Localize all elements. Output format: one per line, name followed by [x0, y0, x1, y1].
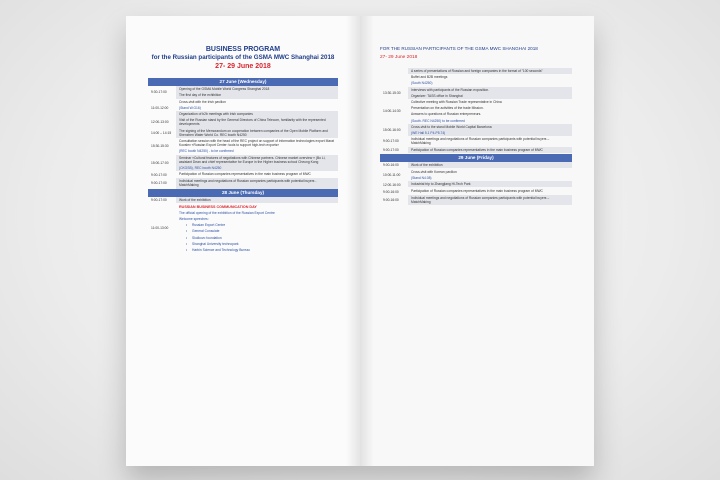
row-line: Cross-visit with the Irish pavilion: [179, 99, 226, 104]
row-line: RUSSIAN BUSINESS COMMUNICATION DAY: [179, 204, 257, 209]
speaker-item: • Russian Export Centre: [176, 222, 338, 228]
left-page: [126, 16, 360, 466]
row-line: (WE Hall 5.1 P4-P5.74): [408, 130, 572, 136]
program-dates: 27- 29 June 2018: [215, 63, 271, 71]
row-details: [176, 138, 338, 155]
day-band-27-june: 27 June (Wednesday): [148, 78, 338, 86]
schedule-row: [380, 136, 572, 146]
row-details: [408, 68, 572, 87]
row-time: 9:00-17:00: [151, 198, 167, 203]
row-time: 15:00-16:00: [383, 128, 401, 133]
row-time: 9:00-17:00: [151, 172, 167, 177]
row-time: 11:00-12:00: [151, 105, 169, 110]
row-details: [176, 128, 338, 138]
schedule-row: [380, 147, 572, 154]
schedule-row: [380, 99, 572, 124]
row-line: Participation of Russian companies representatives in the main business program of MWC: [408, 147, 572, 153]
row-details: [176, 86, 338, 98]
row-line: Seminar «Cultural features of negotiations with Chinese partners. Chinese market overview » (Bo Li, assistant Dean and chief representative for Europe in the Higher business school Cheung Kong: [176, 155, 338, 165]
row-details: [176, 99, 338, 118]
row-time: 12:00-16:00: [383, 182, 401, 187]
row-details: [408, 169, 572, 181]
row-time: 15:30-15:30: [151, 144, 169, 149]
row-line: (South N4250): [411, 81, 433, 86]
running-dates: 27- 29 June 2018: [380, 55, 418, 60]
row-line: Interviews with participants of the Russian exposition.: [408, 87, 572, 93]
row-details: [408, 99, 572, 124]
row-line: Presentation on the activities of the trade Mission.: [411, 106, 484, 111]
row-time: 9:00-16:00: [383, 198, 399, 203]
speaker-item: • Shanghai University technopark: [176, 241, 338, 247]
row-details: [408, 181, 572, 188]
row-line: A series of presentations of Russian and foreign companies in the format of "100 seconds": [408, 68, 572, 74]
row-line: Participation of Russian companies representatives in the main business program of MWC: [411, 189, 543, 194]
row-line: Individual meetings and negotiations of Russian companies participants with potential buyers – MatchMaking: [408, 195, 572, 205]
schedule-row: [148, 117, 338, 127]
row-time: 15:00-17:00: [151, 160, 169, 165]
row-line: (South. REC N4250) to be confirmed: [411, 118, 465, 123]
row-line: Visit of the Russian stand by the General Directors of China Telecom, familiarity with the represented developments: [176, 117, 338, 127]
day-band-28-june: 28 June (Thursday): [148, 189, 338, 197]
row-time: 13:30-15:30: [383, 90, 401, 95]
row-line: Industrial trip to Zhangjiang Hi-Tech Park: [408, 181, 572, 187]
schedule-day1: [148, 86, 338, 188]
program-subtitle: for the Russian participants of the GSMA MWC Shanghai 2018: [151, 53, 335, 61]
row-line: Work of the exhibition: [408, 162, 572, 168]
schedule-row: [380, 87, 572, 99]
schedule-row: [148, 128, 338, 138]
schedule-row: [380, 195, 572, 205]
row-details: [408, 188, 572, 195]
row-time: 9:00-17:00: [383, 139, 399, 144]
row-line: Individual meetings and negotiations of Russian companies participants with potential buyers - MatchMaking: [176, 178, 338, 188]
right-page: [360, 16, 594, 466]
schedule-row: [148, 178, 338, 188]
row-line: Welcome speeches:: [179, 217, 209, 222]
row-details: [176, 204, 338, 254]
row-line: Collective meeting with Russian Trade representative in China: [411, 100, 502, 105]
row-line: Consultation session with the head of the REC project on support of information technologies export Marat Kovalev «Russian Export Center: tools to support high-tech exports»: [179, 139, 335, 148]
row-line: Answers to questions of Russian entrepreneurs.: [411, 112, 482, 117]
brochure: [126, 16, 594, 466]
program-title-line: BUSINESS PROGRAM: [205, 46, 281, 53]
row-time: 9:00-17:00: [151, 181, 167, 186]
row-details: [408, 136, 572, 146]
schedule-row: [148, 204, 338, 254]
row-details: [408, 147, 572, 154]
row-line: Buffet and B2B meetings: [411, 75, 448, 80]
schedule-day3: [380, 162, 572, 206]
row-details: [176, 197, 338, 204]
row-time: 9:30-17:00: [151, 90, 167, 95]
row-line: The signing of the Memorandum on cooperation between companies of the Open Mobile Platform and Shenzhen Water World Co. REC booth N4250: [176, 128, 338, 138]
row-line: The official opening of the exhibition of the Russian Export Centre: [179, 210, 275, 215]
row-line: (Stand W.G16): [179, 105, 201, 110]
schedule-day2-continued: [380, 68, 572, 154]
row-time: 12:00-13:00: [151, 120, 169, 125]
schedule-row: [148, 197, 338, 204]
schedule-row: [148, 86, 338, 98]
program-title: [148, 46, 338, 61]
row-time: 11:00-13:00: [151, 226, 169, 231]
row-details: [408, 124, 572, 136]
schedule-row: [380, 162, 572, 169]
row-line: Opening of the GSMA Mobile World Congress Shanghai 2018: [176, 86, 338, 92]
schedule-row: [380, 68, 572, 87]
schedule-row: [148, 171, 338, 178]
row-details: [408, 195, 572, 205]
schedule-row: [148, 99, 338, 118]
running-header: FOR THE RUSSIAN PARTICIPANTS OF THE GSMA MWC SHANGHAI 2018: [380, 46, 538, 51]
row-time: 14:00-14:30: [383, 109, 401, 114]
row-details: [408, 162, 572, 169]
row-line: Individual meetings and negotiations of Russian companies participants with potential buyers – MatchMaking: [411, 137, 550, 146]
row-time: 9:00-16:00: [383, 163, 399, 168]
row-line: Organization of b2b meetings with Irish companies: [176, 111, 338, 117]
row-time: [380, 68, 408, 87]
row-time: 9:00-17:00: [383, 148, 399, 153]
row-details: [176, 117, 338, 127]
speaker-item: • Harbin Science and Technology Bureau: [176, 247, 338, 253]
row-details: [176, 171, 338, 178]
row-line: Organizer: TASS office in Shanghai: [408, 93, 572, 99]
row-time: 10:00-11:00: [383, 172, 401, 177]
row-time: 14:00 – 14:15: [151, 130, 172, 135]
row-details: [176, 178, 338, 188]
row-details: [408, 87, 572, 99]
speaker-item: • Skolkovo foundation: [176, 235, 338, 241]
schedule-row: [148, 138, 338, 155]
row-line: Work of the exhibition: [176, 197, 338, 203]
row-line: (CKGSB), REC booth N4250: [176, 165, 338, 171]
row-line: Cross-visit with Korean pavilion: [411, 169, 457, 174]
row-details: [176, 155, 338, 172]
row-line: The first day of the exhibition: [176, 92, 338, 98]
row-time: 9:00-16:00: [383, 189, 399, 194]
row-line: (REC booth N4250) - to be confirmed: [179, 149, 234, 154]
speaker-item: • General Consulate: [176, 228, 338, 234]
schedule-row: [380, 124, 572, 136]
schedule-row: [380, 169, 572, 181]
schedule-row: [148, 155, 338, 172]
schedule-day2: [148, 197, 338, 254]
schedule-row: [380, 181, 572, 188]
day-band-29-june: 29 June (Friday): [380, 154, 572, 162]
row-line: Cross-visit to the stand Mobile World Capital Barcelona: [408, 124, 572, 130]
row-line: (Stand N4.08): [411, 175, 432, 180]
row-line: Participation of Russian companies representatives in the main business program of MWC: [179, 172, 311, 177]
schedule-row: [380, 188, 572, 195]
